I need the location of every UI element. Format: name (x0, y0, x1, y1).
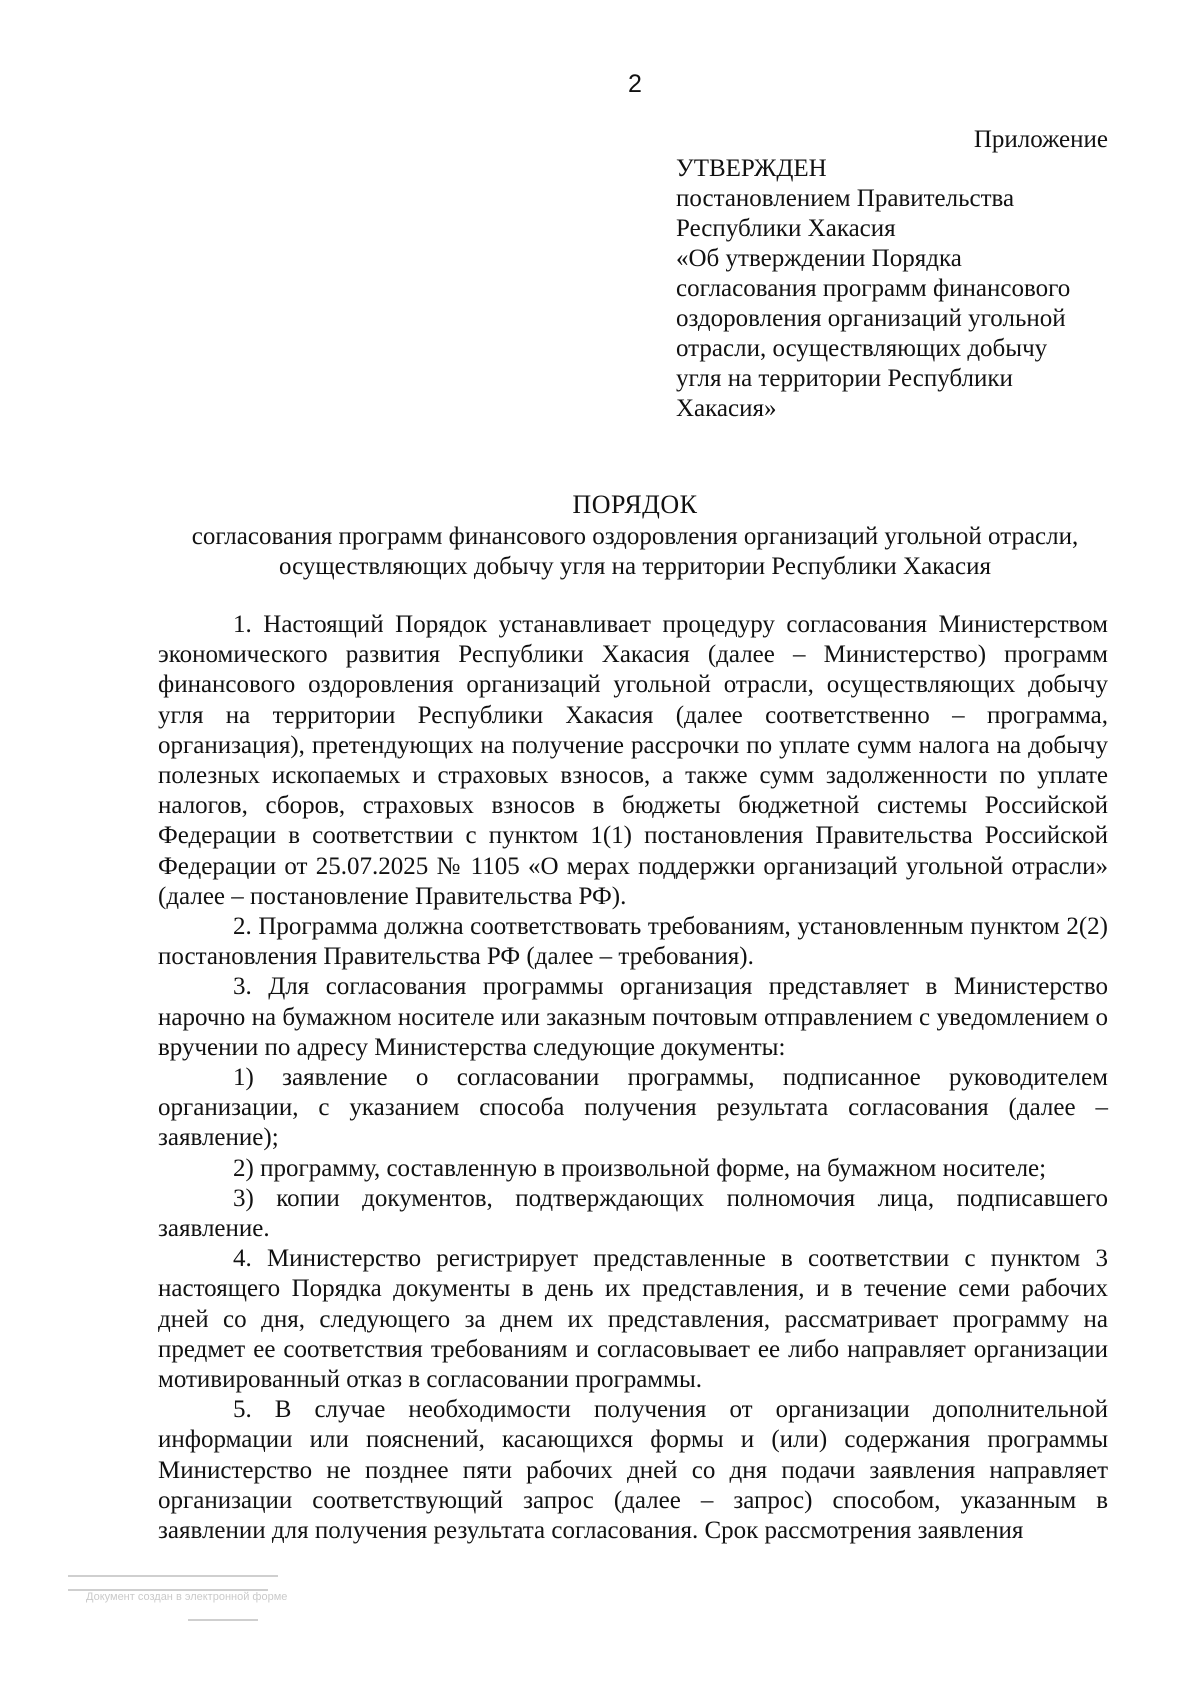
document-body (158, 610, 1108, 1546)
approval-line: отрасли, осуществляющих добычу (676, 335, 1048, 362)
paragraph-3-item-2: 2) программу, составленную в произвольной форме, на бумажном носителе; (233, 1154, 1047, 1182)
electronic-signature-stamp (68, 1575, 288, 1625)
appendix-label: Приложение (973, 126, 1108, 153)
stamp-line (188, 1619, 258, 1621)
paragraph-3-item-1: 1) заявление о согласовании программы, подписанное руководителем организации, с указанием способа получения результата согласования (далее – заявление); (158, 1064, 1108, 1152)
approval-line: угля на территории Республики (676, 365, 1013, 392)
subheading-line: осуществляющих добычу угля на территории Республики Хакасия (278, 553, 992, 580)
document-subheading (150, 522, 1120, 582)
approval-line: Хакасия» (676, 395, 777, 422)
paragraph-5: 5. В случае необходимости получения от организации дополнительной информации или пояснений, касающихся формы и (или) содержания программы Министерство не позднее пяти рабочих дней со дня подачи заявления направляет организации соответствующий запрос (далее – запрос) способом, указанным в заявлении для получения результата согласования. Срок рассмотрения заявления (158, 1396, 1108, 1545)
approval-line: постановлением Правительства (676, 185, 1015, 212)
paragraph-2: 2. Программа должна соответствовать требованиям, установленным пунктом 2(2) постановления Правительства РФ (далее – требования). (158, 913, 1108, 971)
paragraph-3: 3. Для согласования программы организация представляет в Министерство нарочно на бумажном носителе или заказным почтовым отправлением с уведомлением о вручении по адресу Министерства следующие документы: (158, 973, 1108, 1061)
paragraph-1: 1. Настоящий Порядок устанавливает процедуру согласования Министерством экономического развития Республики Хакасия (далее – Министерство) программ финансового оздоровления организаций угольной отрасли, осуществляющих добычу угля на территории Республики Хакасия (далее соответственно – программа, организация), претендующих на получение рассрочки по уплате сумм налога на добычу полезных ископаемых и страховых взносов, а также сумм задолженности по уплате налогов, сборов, страховых взносов в бюджеты бюджетной системы Российской Федерации в соответствии с пунктом 1(1) постановления Правительства Российской Федерации от 25.07.2025 № 1105 «О мерах поддержки организаций угольной отрасли» (далее – постановление Правительства РФ). (158, 611, 1108, 910)
approval-line: Республики Хакасия (676, 215, 896, 242)
paragraph-3-item-3: 3) копии документов, подтверждающих полномочия лица, подписавшего заявление. (158, 1184, 1108, 1243)
subheading-line: согласования программ финансового оздоровления организаций угольной отрасли, (191, 523, 1079, 550)
approval-block (676, 154, 1116, 424)
paragraph-4: 4. Министерство регистрирует представленные в соответствии с пунктом 3 настоящего Порядка документы в день их представления, и в течение семи рабочих дней со дня, следующего за днем их представления, рассматривает программу на предмет ее соответствия требованиям и согласовывает ее либо направляет организации мотивированный отказ в согласовании программы. (158, 1245, 1108, 1394)
approval-line: оздоровления организаций угольной (676, 305, 1066, 332)
stamp-line (68, 1575, 278, 1577)
document-heading: ПОРЯДОК (572, 490, 698, 519)
approval-line: согласования программ финансового (676, 275, 1071, 302)
approval-line: УТВЕРЖДЕН (676, 155, 827, 182)
page-number: 2 (628, 70, 642, 98)
stamp-text: Документ создан в электронной форме (86, 1591, 288, 1603)
approval-line: «Об утверждении Порядка (676, 245, 962, 272)
